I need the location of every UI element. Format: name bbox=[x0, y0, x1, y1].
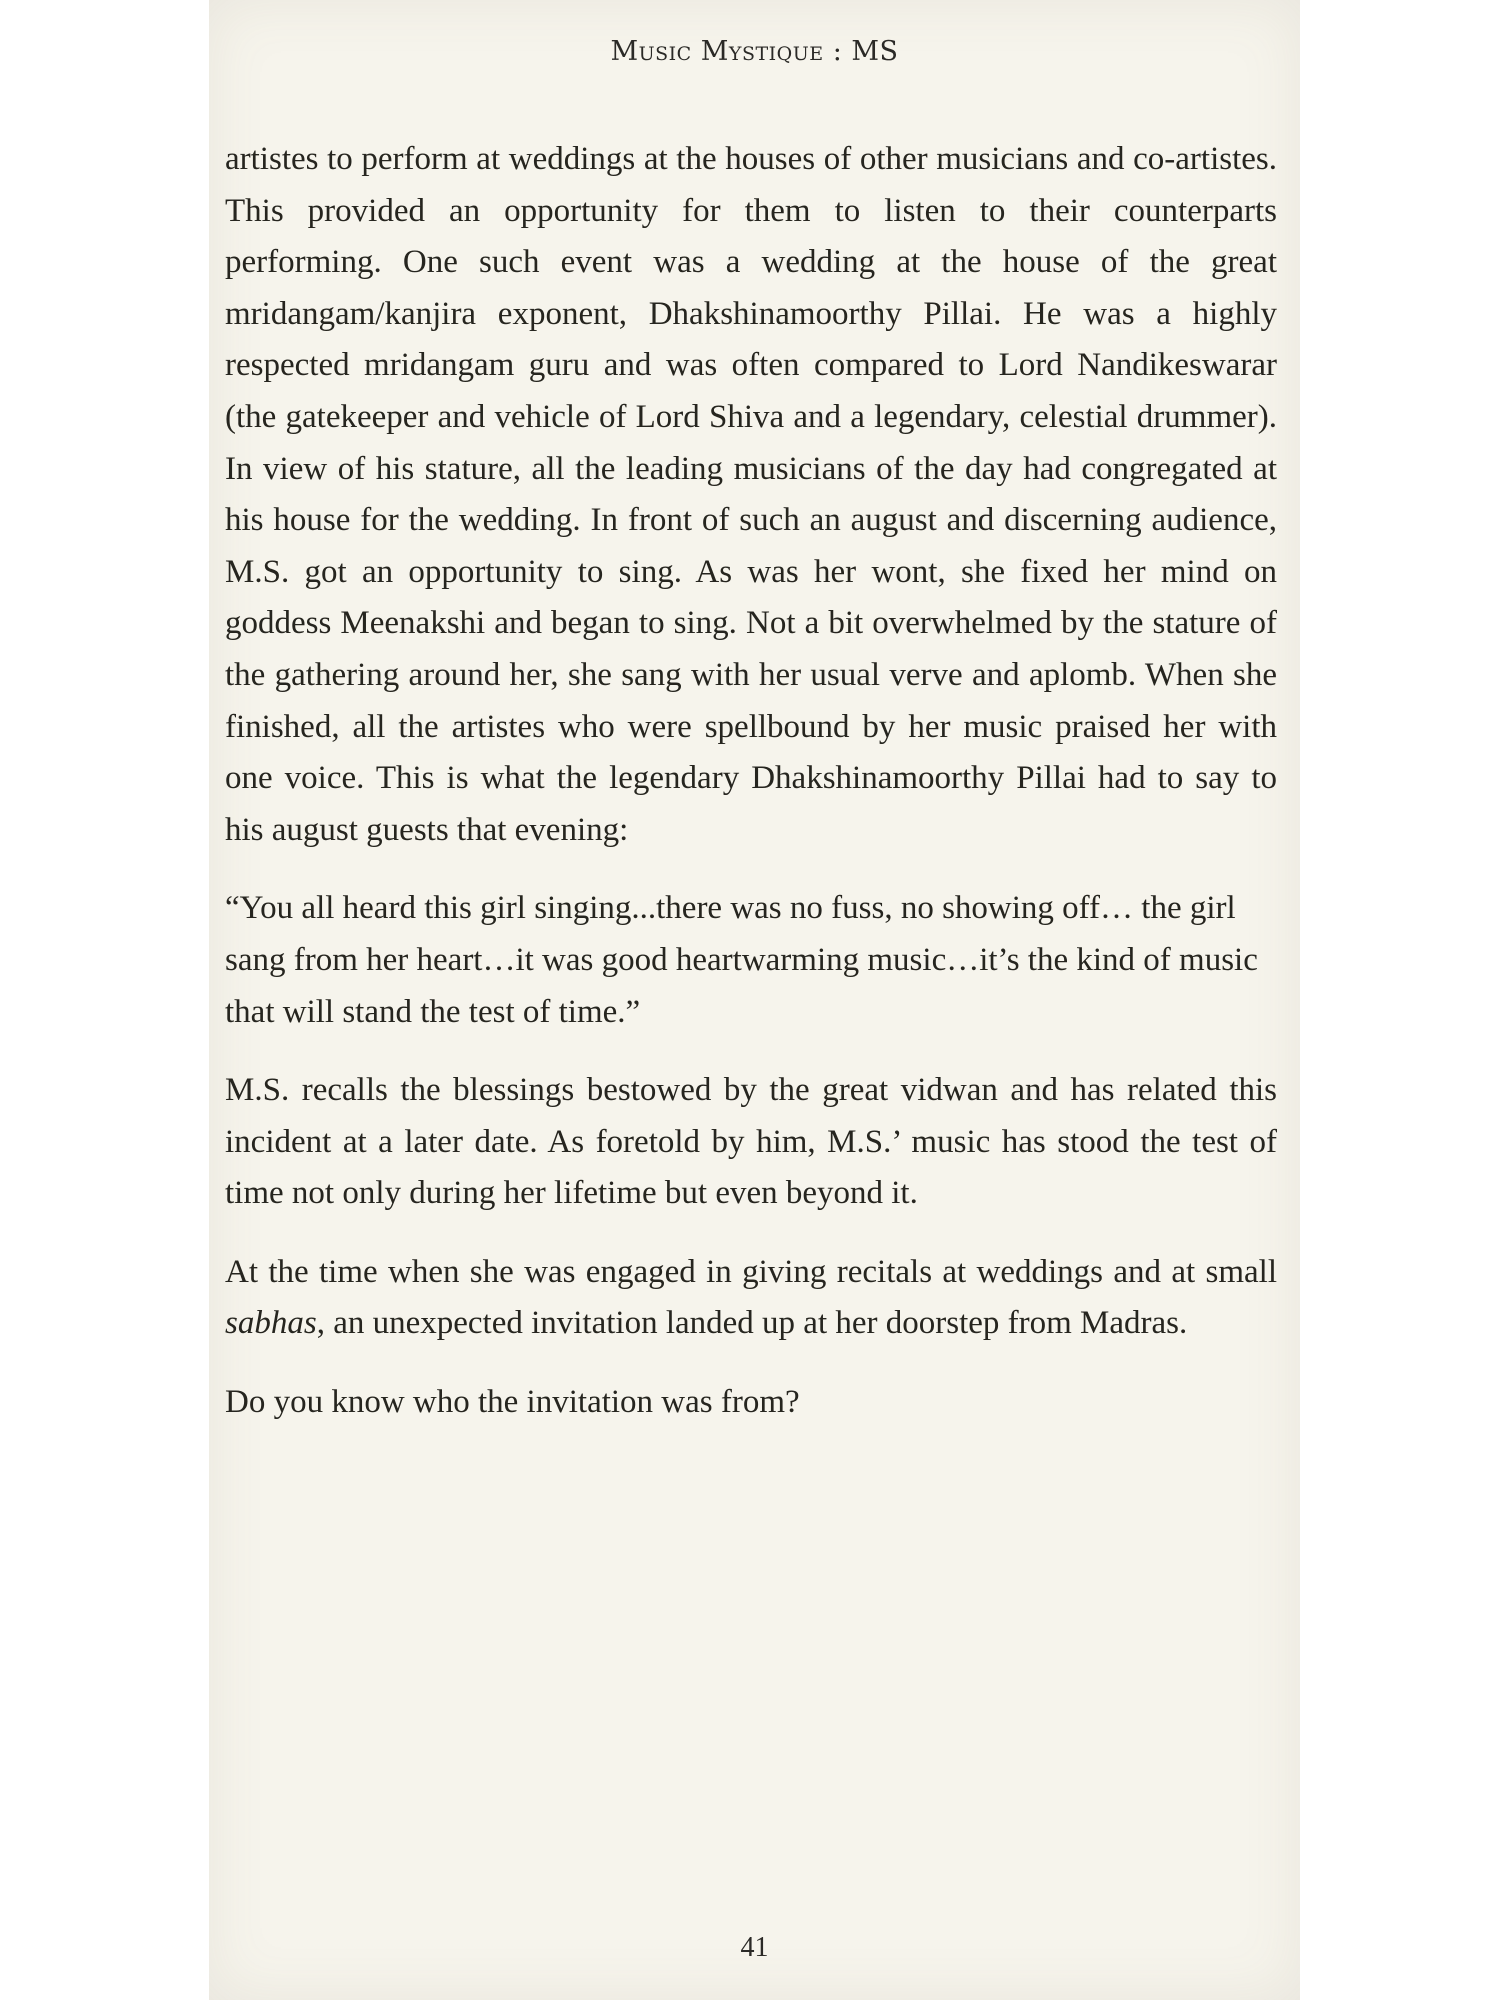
running-head: Music Mystique : MS bbox=[610, 36, 899, 67]
italic-term: sabhas bbox=[225, 1305, 317, 1342]
paragraph-question: Do you know who the invitation was from? bbox=[225, 1384, 800, 1421]
paragraph-quote: “You all heard this girl singing...there was no fuss, no showing off… the girl sang from her heart…it was good heartwarming music…it’s the kind of music that will stand the test of time.” bbox=[225, 890, 1258, 1030]
body-text bbox=[225, 134, 1277, 1456]
book-page bbox=[209, 0, 1300, 2000]
paragraph-invitation: At the time when she was engaged in giving recitals at weddings and at small sabhas, an unexpected invitation landed up at her doorstep from Madras. bbox=[225, 1253, 1277, 1342]
page-number: 41 bbox=[740, 1932, 769, 1963]
paragraph-blessings: M.S. recalls the blessings bestowed by the great vidwan and has related this incident at a later date. As foretold by him, M.S.’ music has stood the test of time not only during her lifetime but even beyond it. bbox=[225, 1072, 1277, 1212]
paragraph-wedding-event: artistes to perform at weddings at the houses of other musicians and co-artistes. This provided an opportunity for them to listen to their counterparts performing. One such event was a wedding at the house of the great mridangam/kanjira exponent, Dhakshinamoorthy Pillai. He was a highly respected mridangam guru and was often compared to Lord Nandikeswarar (the gatekeeper and vehicle of Lord Shiva and a legendary, celestial drummer). In view of his stature, all the leading musicians of the day had congregated at his house for the wedding. In front of such an august and discerning audience, M.S. got an opportunity to sing. As was her wont, she fixed her mind on goddess Meenakshi and began to sing. Not a bit overwhelmed by the stature of the gathering around her, she sang with her usual verve and aplomb. When she finished, all the artistes who were spellbound by her music praised her with one voice. This is what the legendary Dhakshinamoorthy Pillai had to say to his august guests that evening: bbox=[225, 141, 1277, 848]
